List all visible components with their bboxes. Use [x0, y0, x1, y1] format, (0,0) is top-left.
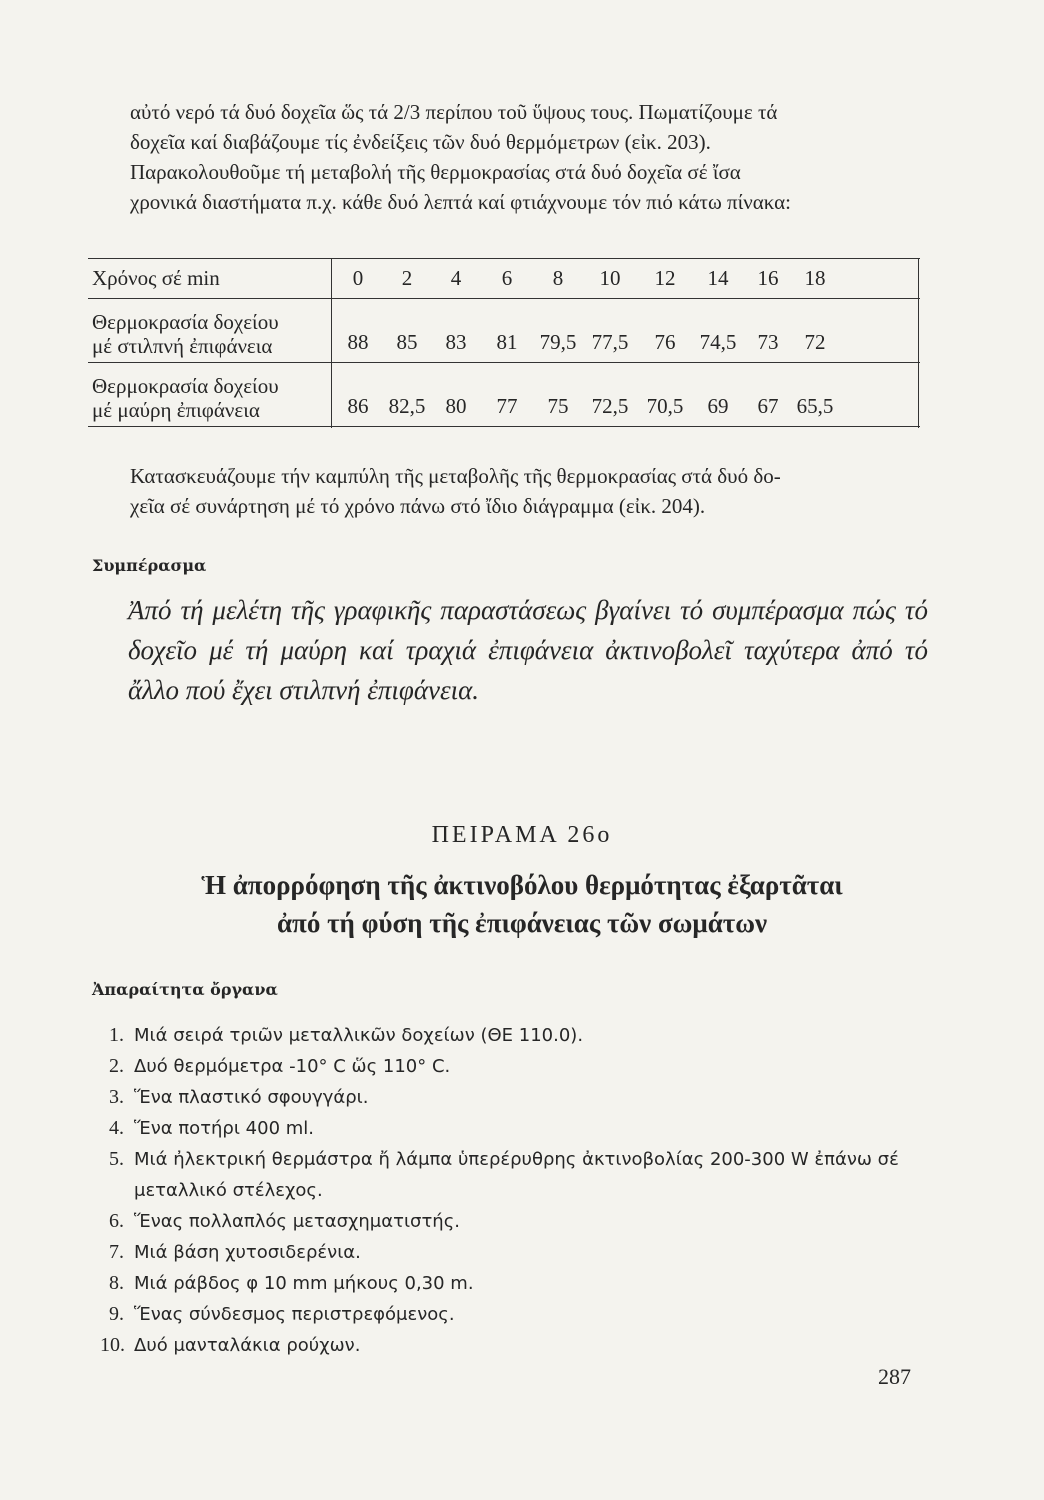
shiny-temp-cell: 77,5 — [591, 330, 629, 354]
equipment-heading: Ἀπαραίτητα ὄργανα — [92, 980, 278, 999]
experiment-subtitle-line-2: ἀπό τή φύση τῆς ἐπιφάνειας τῶν σωμάτων — [276, 908, 768, 938]
conclusion-text: Ἀπό τή μελέτη τῆς γραφικῆς παραστάσεως βγαίνει τό συμπέρασμα πώς τό δοχεῖο μέ τή μαύρη καί τραχιά ἐπιφάνεια ἀκτινοβολεῖ ταχύτερα ἀπό τό ἄλλο πού ἔχει στιλπνή ἐπιφάνεια. — [128, 595, 928, 705]
shiny-temp-cell: 74,5 — [699, 330, 737, 354]
time-cell: 12 — [654, 266, 676, 290]
black-temp-cell: 67 — [757, 394, 779, 418]
list-item — [100, 1268, 930, 1299]
time-cell: 8 — [552, 266, 564, 290]
time-cell: 10 — [599, 266, 621, 290]
shiny-temp-cell: 76 — [654, 330, 676, 354]
shiny-temp-cell: 79,5 — [539, 330, 577, 354]
list-item-number: 3. — [109, 1086, 124, 1108]
list-item — [100, 1051, 930, 1082]
black-temp-cell: 69 — [707, 394, 729, 418]
list-item-text: Μιά ράβδος φ 10 mm μήκους 0,30 m. — [134, 1273, 474, 1294]
shiny-temp-cell: 73 — [757, 330, 779, 354]
list-item-text: Μιά βάση χυτοσιδερένια. — [134, 1242, 361, 1263]
black-temp-cell: 65,5 — [796, 394, 834, 418]
black-temp-cell: 70,5 — [646, 394, 684, 418]
black-temp-cell: 82,5 — [388, 394, 426, 418]
black-temp-cell: 75 — [547, 394, 569, 418]
list-item-text: Ἕνας σύνδεσμος περιστρεφόμενος. — [134, 1304, 455, 1325]
equipment-list — [100, 1020, 930, 1361]
list-item-text: Ἕνας πολλαπλός μετασχηματιστής. — [134, 1211, 460, 1232]
temperature-table — [88, 258, 920, 428]
list-item-text: Ἕνα ποτήρι 400 ml. — [134, 1118, 315, 1139]
time-cell: 14 — [707, 266, 729, 290]
black-temp-cell: 77 — [496, 394, 518, 418]
list-item — [100, 1206, 930, 1237]
list-item-text: Ἕνα πλαστικό σφουγγάρι. — [134, 1087, 369, 1108]
list-item-number: 10. — [100, 1334, 125, 1356]
time-cell: 2 — [401, 266, 413, 290]
table-header-label: Χρόνος σέ min — [92, 266, 220, 290]
experiment-subtitle — [100, 866, 944, 942]
intro-line-2: δοχεῖα καί διαβάζουμε τίς ἐνδείξεις τῶν δυό θερμόμετρων (εἰκ. 203). — [130, 130, 711, 154]
list-item-number: 8. — [109, 1272, 124, 1294]
page-number: 287 — [878, 1364, 911, 1389]
list-item — [100, 1020, 930, 1051]
intro-line-1: αὐτό νερό τά δυό δοχεῖα ὥς τά 2/3 περίπου τοῦ ὕψους τους. Πωματίζουμε τά — [130, 100, 778, 124]
after-table-line-1: Κατασκευάζουμε τήν καμπύλη τῆς μεταβολῆς τῆς θερμοκρασίας στά δυό δο- — [130, 464, 781, 488]
list-item-number: 7. — [109, 1241, 124, 1263]
row1-label-a: Θερμοκρασία δοχείου — [92, 310, 279, 334]
shiny-temp-cell: 85 — [396, 330, 418, 354]
black-temp-cell: 86 — [347, 394, 369, 418]
conclusion-heading: Συμπέρασμα — [92, 556, 207, 575]
list-item — [100, 1330, 930, 1361]
list-item-number: 2. — [109, 1055, 124, 1077]
list-item-number: 6. — [109, 1210, 124, 1232]
intro-line-3: Παρακολουθοῦμε τή μεταβολή τῆς θερμοκρασίας στά δυό δοχεῖα σέ ἴσα — [130, 160, 741, 184]
list-item-number: 5. — [109, 1148, 124, 1170]
time-cell: 0 — [352, 266, 364, 290]
list-item-text: Δυό μανταλάκια ρούχων. — [134, 1335, 361, 1356]
time-cell: 18 — [804, 266, 826, 290]
list-item-number: 9. — [109, 1303, 124, 1325]
after-table-line-2: χεῖα σέ συνάρτηση μέ τό χρόνο πάνω στό ἴδιο διάγραμμα (εἰκ. 204). — [130, 494, 706, 518]
list-item — [100, 1082, 930, 1113]
shiny-temp-cell: 83 — [445, 330, 467, 354]
row1-label-b: μέ στιλπνή ἐπιφάνεια — [92, 334, 273, 358]
shiny-temp-cell: 72 — [804, 330, 826, 354]
list-item — [100, 1113, 930, 1144]
list-item-number: 1. — [109, 1024, 124, 1046]
row2-label-a: Θερμοκρασία δοχείου — [92, 374, 279, 398]
black-temp-cell: 72,5 — [591, 394, 629, 418]
time-cell: 4 — [450, 266, 462, 290]
list-item-text: Δυό θερμόμετρα -10° C ὥς 110° C. — [134, 1056, 451, 1077]
row2-label-b: μέ μαύρη ἐπιφάνεια — [92, 398, 260, 422]
black-temp-cell: 80 — [445, 394, 467, 418]
list-item-number: 4. — [109, 1117, 124, 1139]
intro-line-4: χρονικά διαστήματα π.χ. κάθε δυό λεπτά καί φτιάχνουμε τόν πιό κάτω πίνακα: — [130, 190, 792, 214]
time-cell: 16 — [757, 266, 779, 290]
list-item — [100, 1237, 930, 1268]
shiny-temp-cell: 81 — [496, 330, 518, 354]
list-item-text: Μιά ἠλεκτρική θερμάστρα ἤ λάμπα ὑπερέρυθρης ἀκτινοβολίας 200-300 W ἐπάνω σέ μεταλλικό στέλεχος. — [134, 1149, 899, 1201]
experiment-subtitle-line-1: Ἡ ἀπορρόφηση τῆς ἀκτινοβόλου θερμότητας ἐξαρτᾶται — [201, 870, 843, 900]
list-item-text: Μιά σειρά τριῶν μεταλλικῶν δοχείων (ΘΕ 110.0). — [134, 1025, 584, 1046]
list-item — [100, 1299, 930, 1330]
list-item — [100, 1144, 930, 1206]
shiny-temp-cell: 88 — [347, 330, 369, 354]
experiment-title: ΠΕΙΡΑΜΑ 26ο — [431, 822, 613, 848]
time-cell: 6 — [501, 266, 513, 290]
